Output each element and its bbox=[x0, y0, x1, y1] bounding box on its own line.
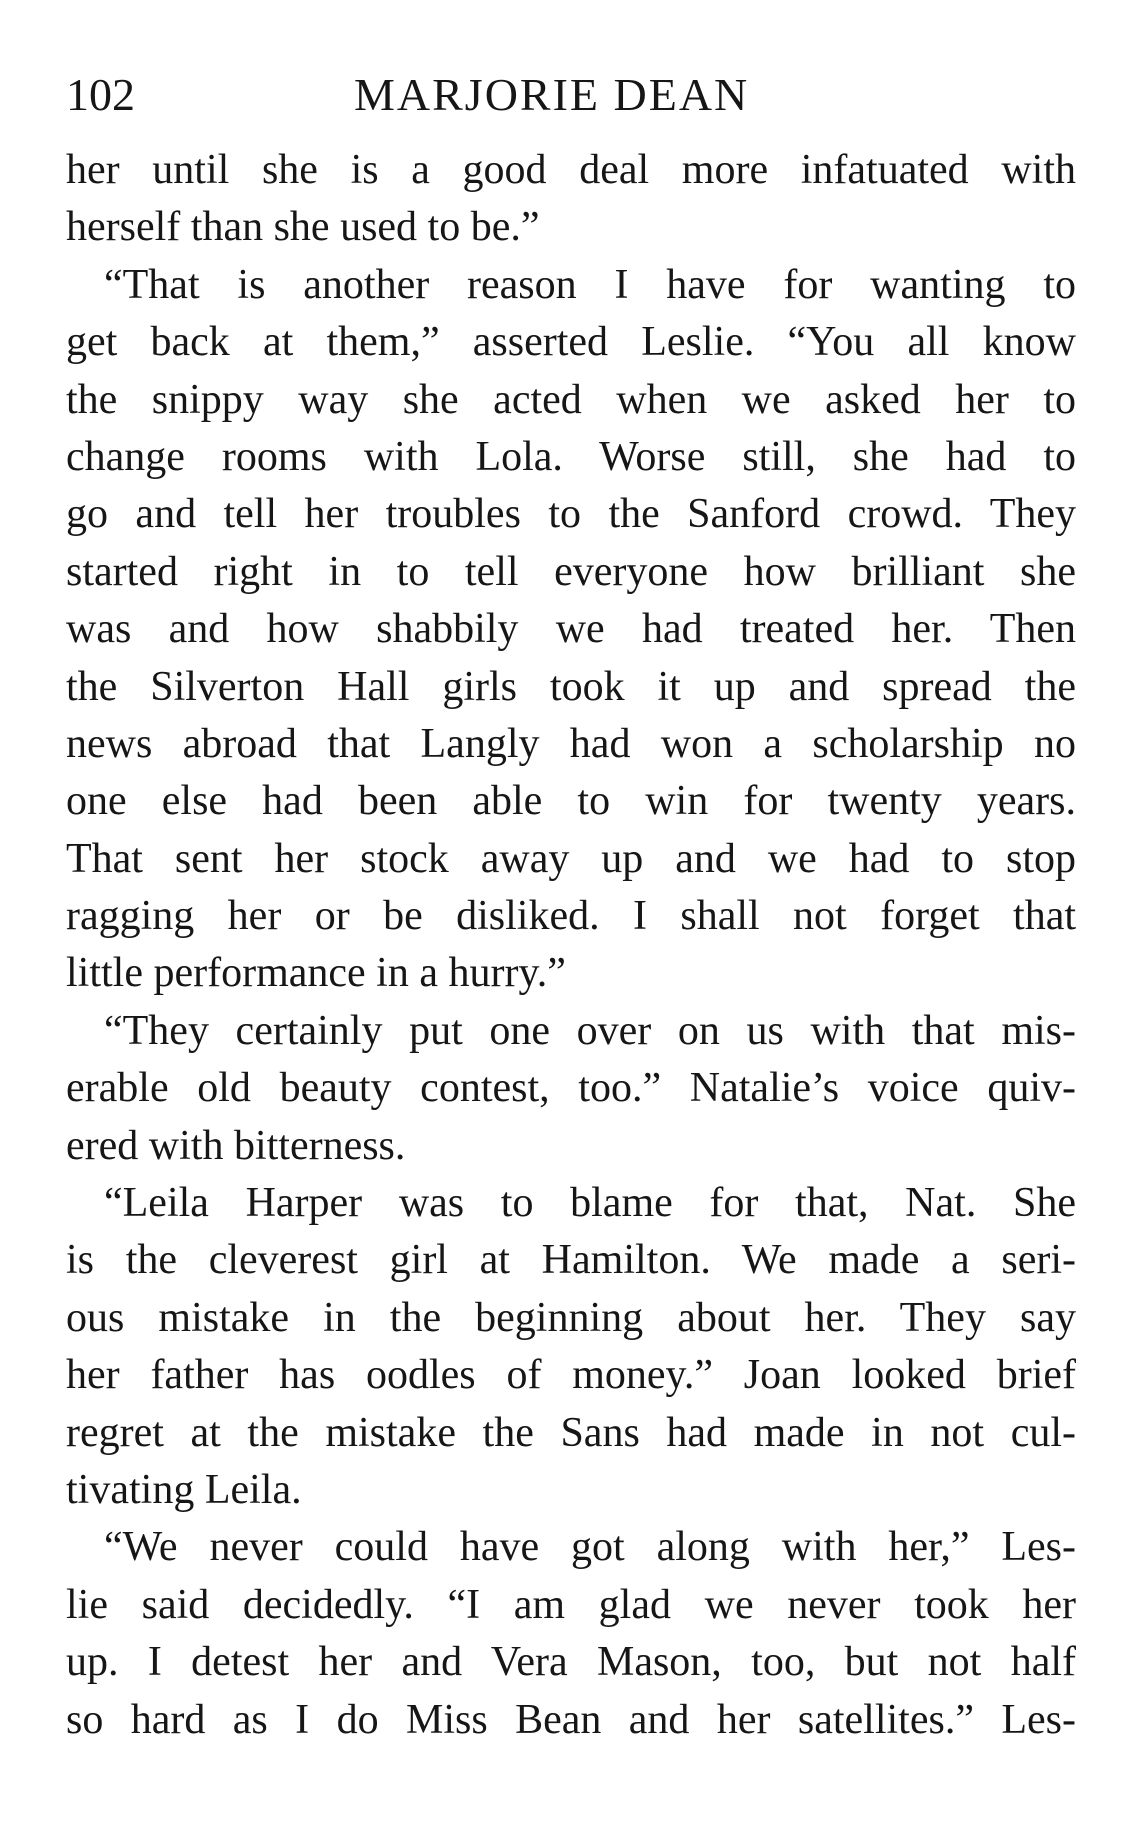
text-line: “They certainly put one over on us with that mis- bbox=[104, 1007, 1076, 1054]
text-line: ous mistake in the beginning about her. They say bbox=[66, 1294, 1076, 1341]
text-line: “We never could have got along with her,” Les- bbox=[104, 1524, 1076, 1571]
text-line: news abroad that Langly had won a scholarship no bbox=[66, 720, 1076, 767]
running-head bbox=[66, 60, 1076, 130]
text-line: up. I detest her and Vera Mason, too, but not half bbox=[66, 1639, 1076, 1686]
text-line: one else had been able to win for twenty years. bbox=[66, 778, 1076, 825]
text-line: lie said decidedly. “I am glad we never took her bbox=[66, 1581, 1076, 1628]
text-line: “That is another reason I have for wanting to bbox=[104, 261, 1076, 308]
text-line: her until she is a good deal more infatuated with bbox=[66, 147, 1076, 193]
text-line: is the cleverest girl at Hamilton. We made a seri- bbox=[66, 1237, 1076, 1284]
text-line: little performance in a hurry.” bbox=[66, 950, 566, 997]
book-page bbox=[66, 60, 1076, 1749]
text-line: “Leila Harper was to blame for that, Nat. She bbox=[104, 1180, 1076, 1227]
text-line: herself than she used to be.” bbox=[66, 204, 540, 251]
text-line: change rooms with Lola. Worse still, she had to bbox=[66, 433, 1076, 480]
page-number: 102 bbox=[66, 69, 135, 120]
text-line: erable old beauty contest, too.” Natalie’s voice quiv- bbox=[66, 1065, 1076, 1112]
text-line: That sent her stock away up and we had to stop bbox=[66, 835, 1076, 882]
text-line: ered with bitterness. bbox=[66, 1122, 406, 1169]
text-line: her father has oodles of money.” Joan looked brief bbox=[66, 1352, 1076, 1399]
text-line: regret at the mistake the Sans had made in not cul- bbox=[66, 1409, 1076, 1456]
text-line: started right in to tell everyone how brilliant she bbox=[66, 548, 1076, 595]
text-line: was and how shabbily we had treated her. Then bbox=[66, 606, 1076, 653]
text-line: so hard as I do Miss Bean and her satellites.” Les- bbox=[66, 1696, 1076, 1743]
running-title: MARJORIE DEAN bbox=[354, 69, 750, 120]
body-text bbox=[66, 142, 1076, 1749]
text-line: the snippy way she acted when we asked her to bbox=[66, 376, 1076, 423]
text-line: ragging her or be disliked. I shall not forget that bbox=[66, 893, 1076, 940]
text-line: go and tell her troubles to the Sanford crowd. They bbox=[66, 491, 1076, 538]
text-line: the Silverton Hall girls took it up and spread the bbox=[66, 663, 1076, 710]
text-line: tivating Leila. bbox=[66, 1466, 302, 1513]
text-line: get back at them,” asserted Leslie. “You all know bbox=[66, 319, 1076, 366]
